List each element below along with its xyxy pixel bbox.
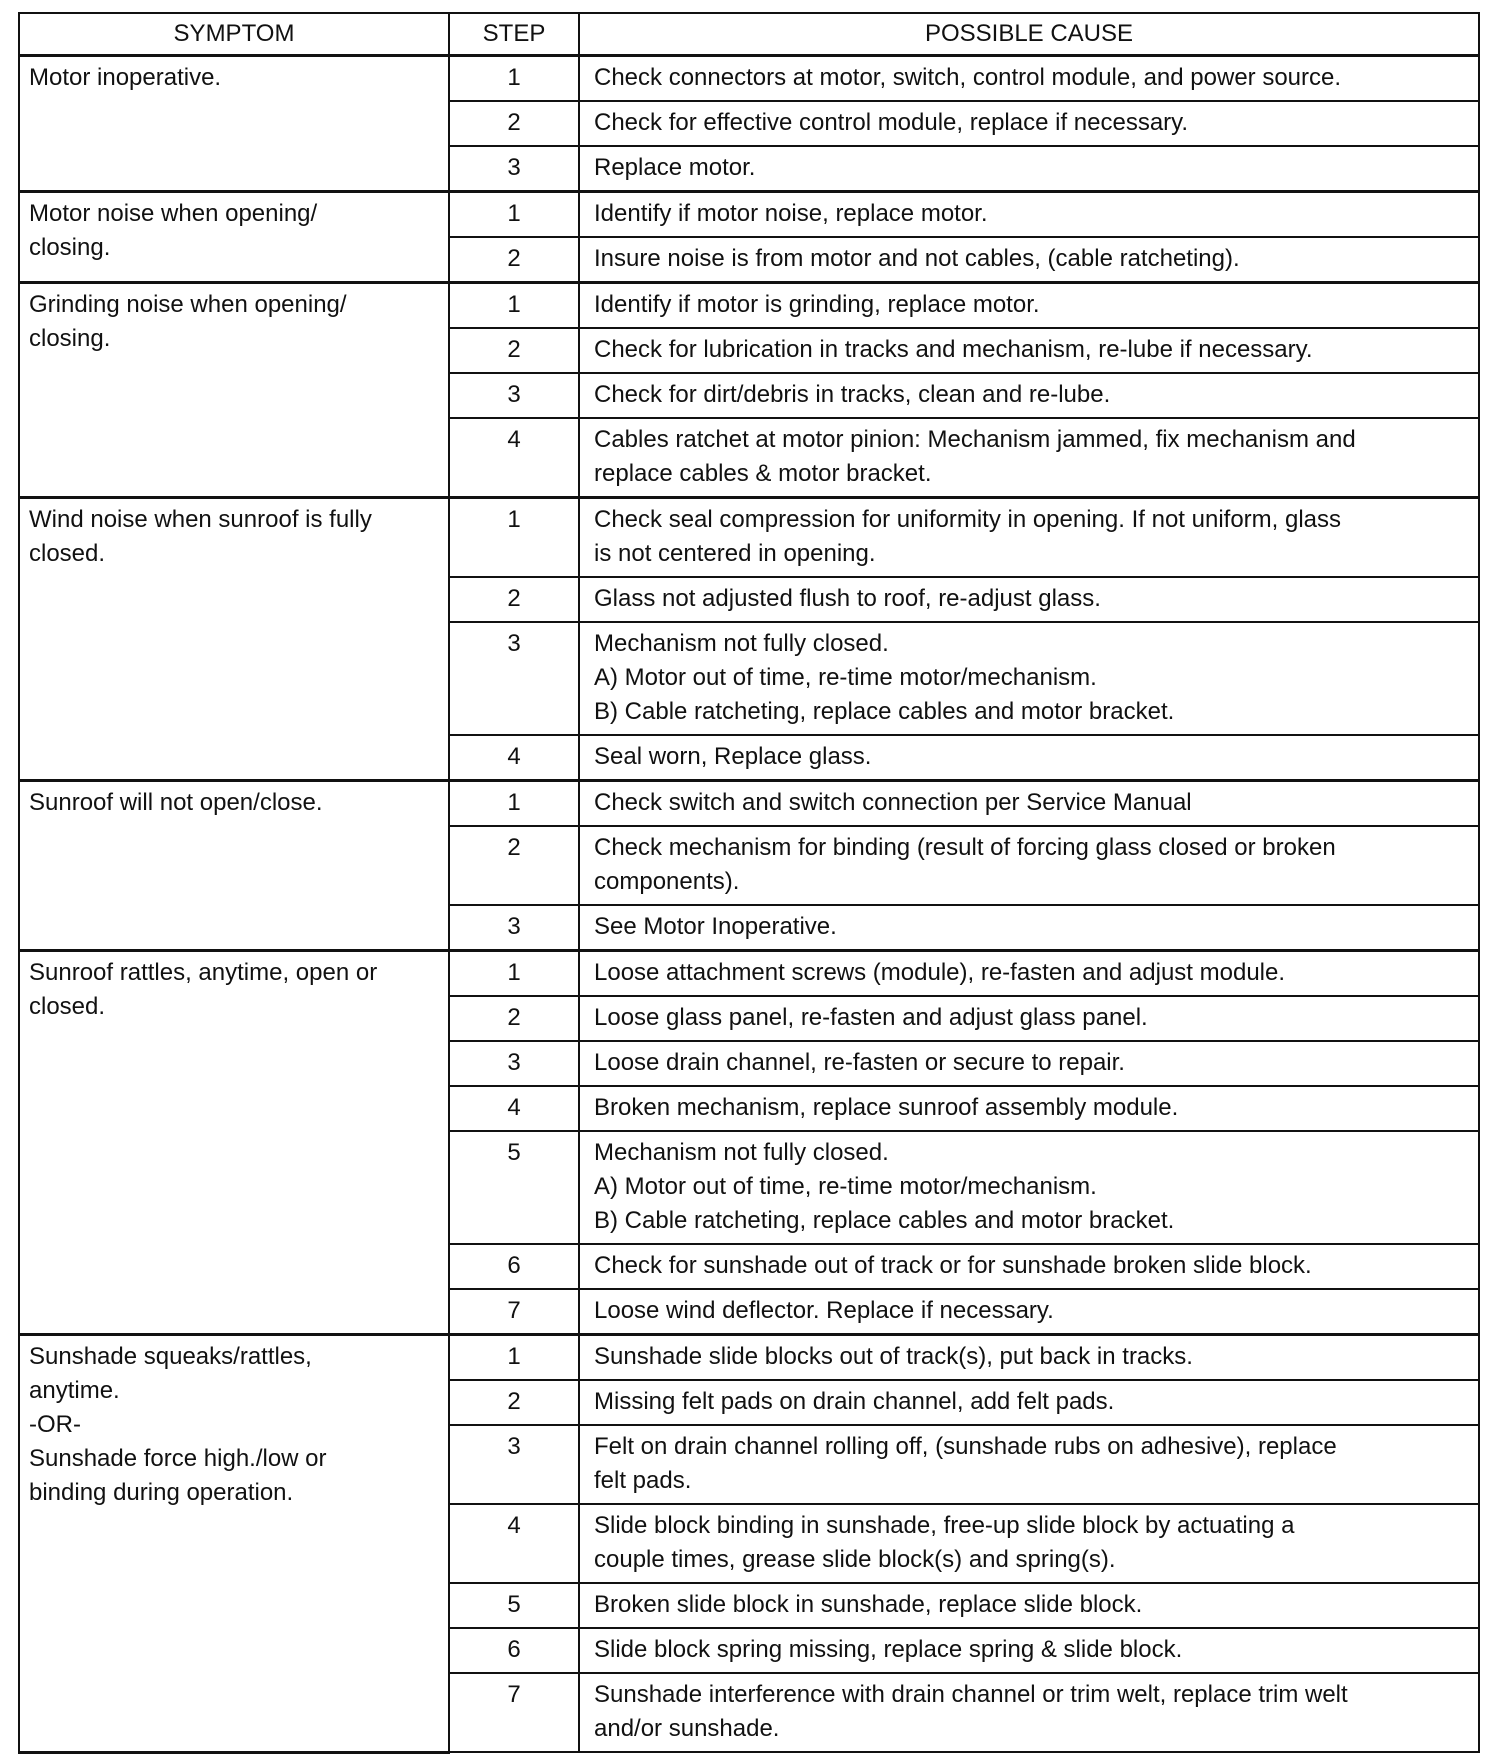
possible-cause-text: Loose glass panel, re-fasten and adjust glass panel. bbox=[594, 1004, 1148, 1031]
possible-cause-cell bbox=[579, 781, 1479, 827]
possible-cause-text: Seal worn, Replace glass. bbox=[594, 743, 872, 770]
symptom-cell bbox=[19, 56, 449, 192]
table-row bbox=[19, 283, 1479, 329]
possible-cause-cell bbox=[579, 192, 1479, 238]
possible-cause-text: Check for sunshade out of track or for sunshade broken slide block. bbox=[594, 1252, 1312, 1279]
possible-cause-text: Felt on drain channel rolling off, (sunshade rubs on adhesive), replace bbox=[594, 1433, 1337, 1460]
possible-cause-cell bbox=[579, 373, 1479, 418]
header-step: STEP bbox=[449, 13, 579, 56]
step-number: 2 bbox=[449, 1380, 579, 1425]
possible-cause-text: Identify if motor noise, replace motor. bbox=[594, 200, 988, 227]
symptom-text: Sunroof will not open/close. bbox=[29, 789, 323, 816]
possible-cause-text: Missing felt pads on drain channel, add felt pads. bbox=[594, 1388, 1115, 1415]
possible-cause-text: Glass not adjusted flush to roof, re-adjust glass. bbox=[594, 585, 1101, 612]
possible-cause-text: couple times, grease slide block(s) and spring(s). bbox=[594, 1546, 1116, 1573]
possible-cause-text: Loose drain channel, re-fasten or secure to repair. bbox=[594, 1049, 1125, 1076]
step-number: 5 bbox=[449, 1131, 579, 1244]
possible-cause-text: Mechanism not fully closed. bbox=[594, 630, 889, 657]
step-number: 4 bbox=[449, 1504, 579, 1583]
possible-cause-text: Broken slide block in sunshade, replace slide block. bbox=[594, 1591, 1143, 1618]
possible-cause-cell bbox=[579, 1380, 1479, 1425]
possible-cause-text: Loose attachment screws (module), re-fasten and adjust module. bbox=[594, 959, 1286, 986]
step-number: 3 bbox=[449, 373, 579, 418]
symptom-text: anytime. bbox=[29, 1377, 120, 1404]
possible-cause-cell bbox=[579, 1583, 1479, 1628]
possible-cause-cell bbox=[579, 951, 1479, 997]
possible-cause-cell bbox=[579, 996, 1479, 1041]
header-symptom: SYMPTOM bbox=[19, 13, 449, 56]
possible-cause-text: components). bbox=[594, 868, 740, 895]
possible-cause-cell bbox=[579, 1335, 1479, 1381]
step-number: 3 bbox=[449, 1425, 579, 1504]
step-number: 2 bbox=[449, 577, 579, 622]
table-header bbox=[19, 13, 1479, 56]
step-number: 6 bbox=[449, 1244, 579, 1289]
possible-cause-text: A) Motor out of time, re-time motor/mechanism. bbox=[594, 664, 1097, 691]
possible-cause-text: Check connectors at motor, switch, control module, and power source. bbox=[594, 64, 1342, 91]
possible-cause-text: Cables ratchet at motor pinion: Mechanism jammed, fix mechanism and bbox=[594, 426, 1356, 453]
step-number: 3 bbox=[449, 1041, 579, 1086]
step-number: 2 bbox=[449, 826, 579, 905]
possible-cause-text: and/or sunshade. bbox=[594, 1715, 780, 1742]
symptom-text: closed. bbox=[29, 540, 106, 567]
symptom-text: Grinding noise when opening/ bbox=[29, 291, 347, 318]
possible-cause-text: Check switch and switch connection per Service Manual bbox=[594, 789, 1192, 816]
step-number: 4 bbox=[449, 735, 579, 781]
step-number: 4 bbox=[449, 1086, 579, 1131]
possible-cause-cell bbox=[579, 1086, 1479, 1131]
table-row bbox=[19, 192, 1479, 238]
possible-cause-text: Replace motor. bbox=[594, 154, 756, 181]
possible-cause-cell bbox=[579, 905, 1479, 951]
symptom-text: Wind noise when sunroof is fully bbox=[29, 506, 372, 533]
symptom-cell bbox=[19, 498, 449, 781]
step-number: 7 bbox=[449, 1289, 579, 1335]
possible-cause-text: Broken mechanism, replace sunroof assembly module. bbox=[594, 1094, 1179, 1121]
possible-cause-cell bbox=[579, 418, 1479, 498]
step-number: 3 bbox=[449, 146, 579, 192]
possible-cause-cell bbox=[579, 1244, 1479, 1289]
step-number: 6 bbox=[449, 1628, 579, 1673]
table-row bbox=[19, 498, 1479, 578]
step-number: 2 bbox=[449, 237, 579, 283]
possible-cause-cell bbox=[579, 328, 1479, 373]
symptom-text: Sunshade force high./low or bbox=[29, 1445, 327, 1472]
symptom-text: Sunroof rattles, anytime, open or bbox=[29, 959, 378, 986]
possible-cause-cell bbox=[579, 1425, 1479, 1504]
step-number: 3 bbox=[449, 622, 579, 735]
symptom-cell bbox=[19, 192, 449, 283]
possible-cause-text: Check for dirt/debris in tracks, clean and re-lube. bbox=[594, 381, 1111, 408]
possible-cause-text: Sunshade slide blocks out of track(s), put back in tracks. bbox=[594, 1343, 1193, 1370]
possible-cause-cell bbox=[579, 826, 1479, 905]
symptom-cell bbox=[19, 1335, 449, 1753]
possible-cause-cell bbox=[579, 1289, 1479, 1335]
step-number: 5 bbox=[449, 1583, 579, 1628]
symptom-text: closing. bbox=[29, 234, 111, 261]
possible-cause-cell bbox=[579, 101, 1479, 146]
possible-cause-text: felt pads. bbox=[594, 1467, 692, 1494]
symptom-cell bbox=[19, 951, 449, 1335]
possible-cause-cell bbox=[579, 146, 1479, 192]
possible-cause-cell bbox=[579, 283, 1479, 329]
step-number: 7 bbox=[449, 1673, 579, 1752]
symptom-text: Motor inoperative. bbox=[29, 64, 222, 91]
step-number: 1 bbox=[449, 951, 579, 997]
possible-cause-text: Mechanism not fully closed. bbox=[594, 1139, 889, 1166]
possible-cause-cell bbox=[579, 622, 1479, 735]
possible-cause-text: Check seal compression for uniformity in opening. If not uniform, glass bbox=[594, 506, 1342, 533]
table-row bbox=[19, 1335, 1479, 1381]
symptom-text: Sunshade squeaks/rattles, bbox=[29, 1343, 312, 1370]
possible-cause-cell bbox=[579, 56, 1479, 102]
symptom-cell bbox=[19, 781, 449, 951]
possible-cause-text: Slide block spring missing, replace spring & slide block. bbox=[594, 1636, 1183, 1663]
possible-cause-cell bbox=[579, 1628, 1479, 1673]
possible-cause-text: See Motor Inoperative. bbox=[594, 913, 837, 940]
symptom-text: closed. bbox=[29, 993, 106, 1020]
step-number: 1 bbox=[449, 56, 579, 102]
step-number: 2 bbox=[449, 101, 579, 146]
header-possible-cause: POSSIBLE CAUSE bbox=[579, 13, 1479, 56]
symptom-text: Motor noise when opening/ bbox=[29, 200, 318, 227]
symptom-text: binding during operation. bbox=[29, 1479, 294, 1506]
possible-cause-text: B) Cable ratcheting, replace cables and motor bracket. bbox=[594, 1207, 1175, 1234]
troubleshooting-table bbox=[18, 12, 1480, 1754]
possible-cause-cell bbox=[579, 1131, 1479, 1244]
possible-cause-cell bbox=[579, 1504, 1479, 1583]
symptom-cell bbox=[19, 283, 449, 498]
possible-cause-text: replace cables & motor bracket. bbox=[594, 460, 932, 487]
step-number: 2 bbox=[449, 328, 579, 373]
possible-cause-cell bbox=[579, 735, 1479, 781]
possible-cause-cell bbox=[579, 498, 1479, 578]
possible-cause-cell bbox=[579, 1673, 1479, 1752]
possible-cause-text: Slide block binding in sunshade, free-up slide block by actuating a bbox=[594, 1512, 1295, 1539]
possible-cause-text: Check for effective control module, replace if necessary. bbox=[594, 109, 1189, 136]
possible-cause-text: is not centered in opening. bbox=[594, 540, 876, 567]
possible-cause-cell bbox=[579, 577, 1479, 622]
possible-cause-text: Check for lubrication in tracks and mechanism, re-lube if necessary. bbox=[594, 336, 1313, 363]
step-number: 1 bbox=[449, 283, 579, 329]
symptom-text: closing. bbox=[29, 325, 111, 352]
table-row bbox=[19, 781, 1479, 827]
symptom-text: -OR- bbox=[29, 1411, 81, 1438]
possible-cause-text: Sunshade interference with drain channel or trim welt, replace trim welt bbox=[594, 1681, 1348, 1708]
step-number: 1 bbox=[449, 781, 579, 827]
possible-cause-text: Check mechanism for binding (result of forcing glass closed or broken bbox=[594, 834, 1336, 861]
possible-cause-cell bbox=[579, 237, 1479, 283]
step-number: 1 bbox=[449, 192, 579, 238]
step-number: 2 bbox=[449, 996, 579, 1041]
step-number: 4 bbox=[449, 418, 579, 498]
step-number: 1 bbox=[449, 498, 579, 578]
table-body bbox=[19, 56, 1479, 1753]
possible-cause-text: Loose wind deflector. Replace if necessary. bbox=[594, 1297, 1054, 1324]
possible-cause-text: A) Motor out of time, re-time motor/mechanism. bbox=[594, 1173, 1097, 1200]
possible-cause-text: Identify if motor is grinding, replace motor. bbox=[594, 291, 1040, 318]
possible-cause-text: B) Cable ratcheting, replace cables and motor bracket. bbox=[594, 698, 1175, 725]
step-number: 1 bbox=[449, 1335, 579, 1381]
step-number: 3 bbox=[449, 905, 579, 951]
table-row bbox=[19, 56, 1479, 102]
table-row bbox=[19, 951, 1479, 997]
possible-cause-text: Insure noise is from motor and not cables, (cable ratcheting). bbox=[594, 245, 1240, 272]
possible-cause-cell bbox=[579, 1041, 1479, 1086]
